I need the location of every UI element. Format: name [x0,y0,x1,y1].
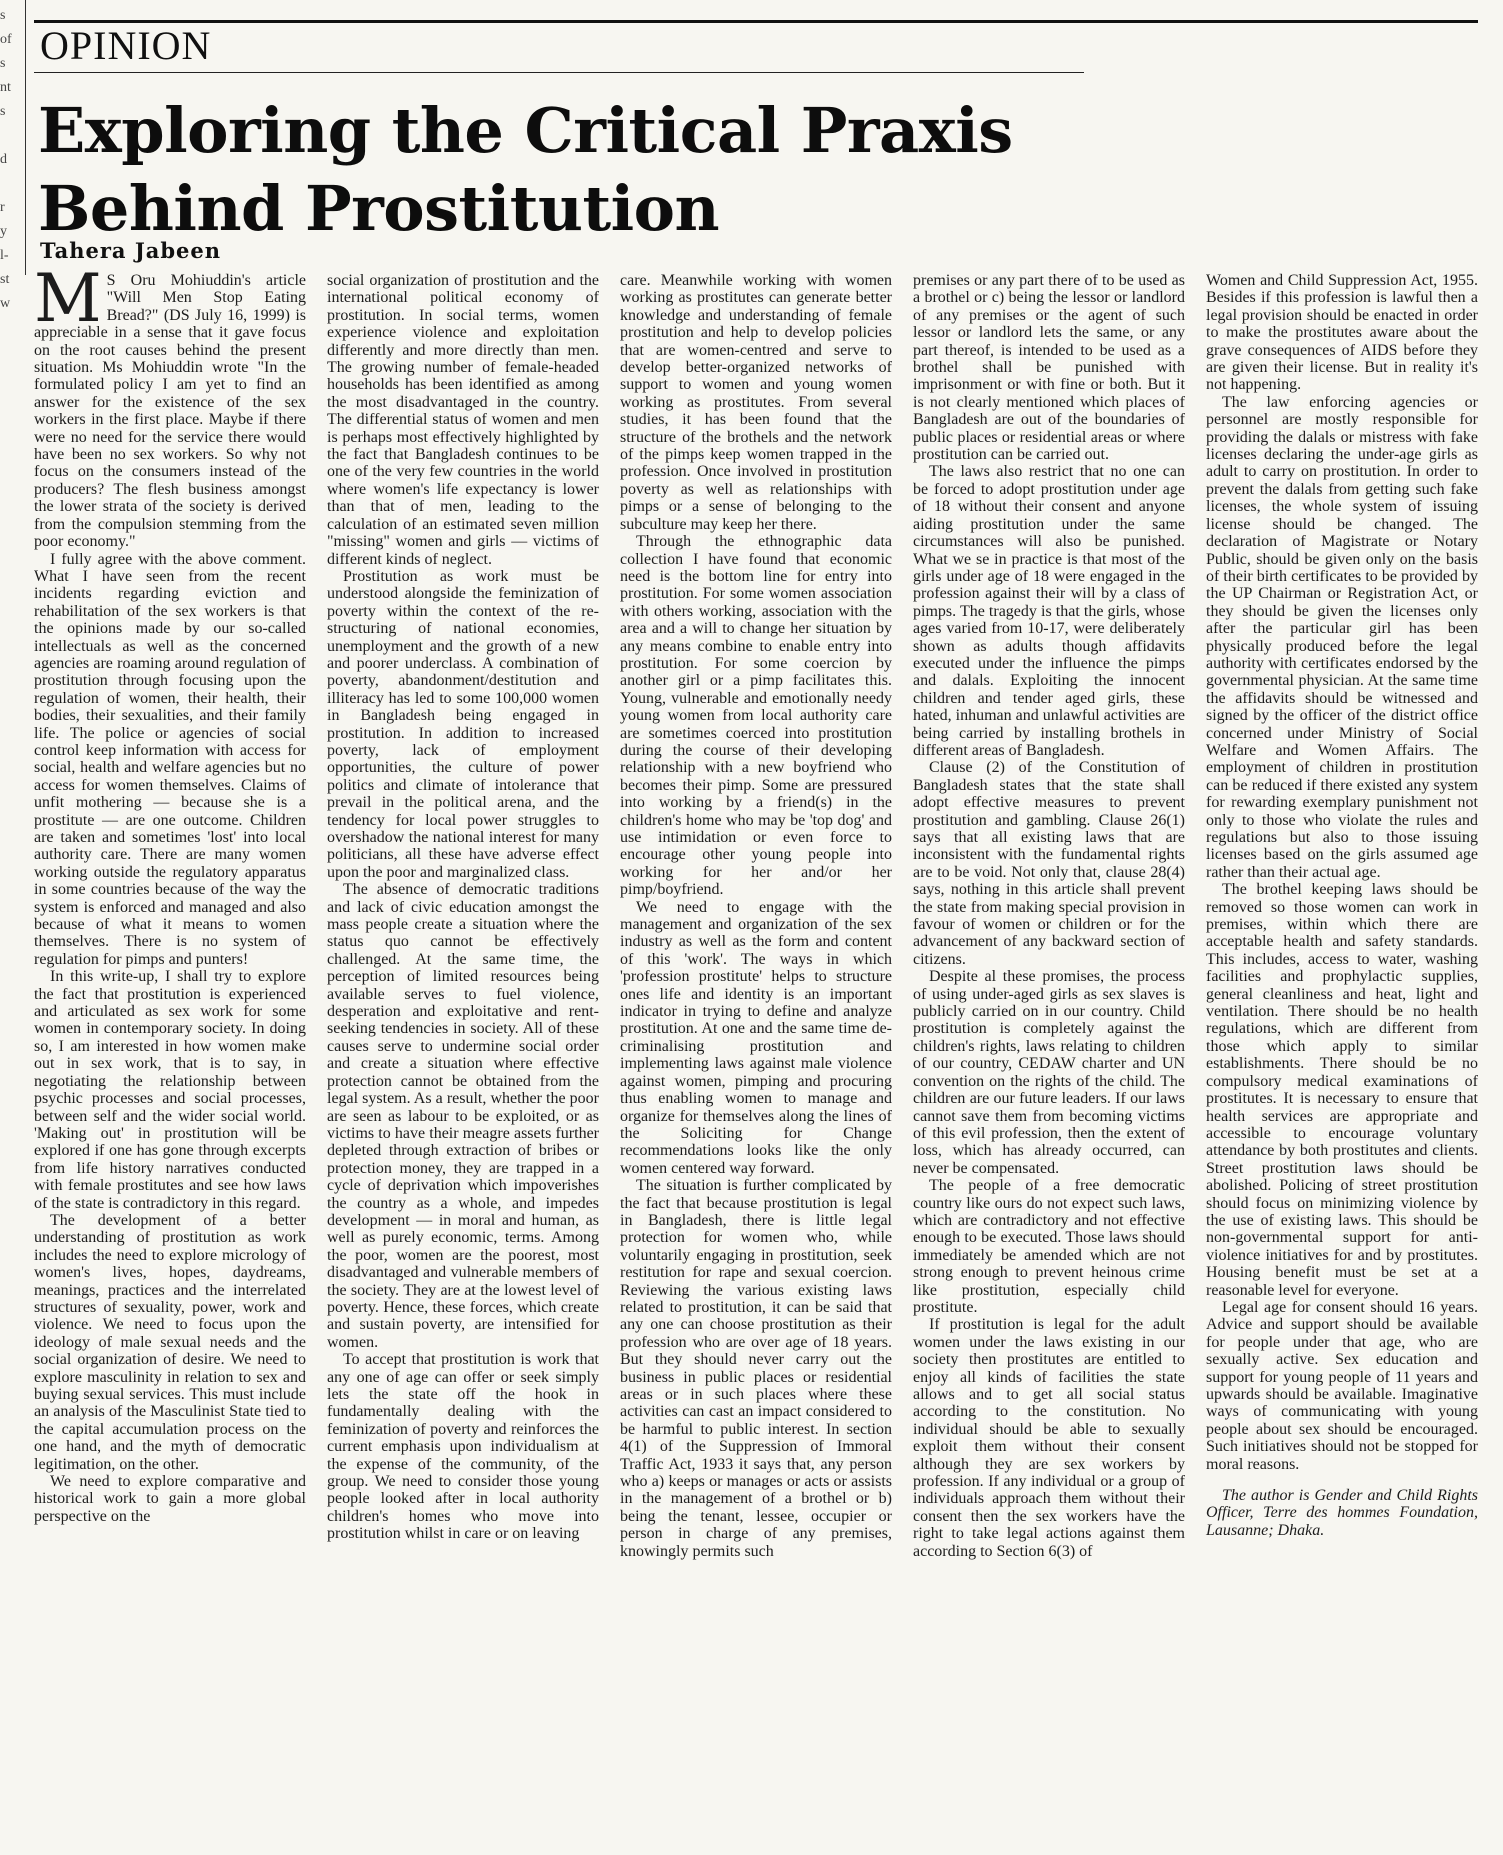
paragraph: The people of a free democratic country like ours do not expect such laws, which are contradictory and not effective enough to be executed. Those laws should immediately be amended which are not strong enough to prevent heinous crime like prostitution, especially child prostitute. [913,1177,1185,1316]
fragment-line: s [0,104,6,119]
paragraph: We need to explore comparative and historical work to gain a more global perspective on the [34,1473,306,1525]
paragraph: I fully agree with the above comment. What I have seen from the recent incidents regarding eviction and rehabilitation of the sex workers is that the opinions made by our so-called intellectuals as well as the concerned agencies are roaming around regulation of prostitution through focusing upon the regulation of women, their health, their bodies, their sexualities, and their family life. The police or agencies of social control keep information with access for social, health and welfare agencies but no access for women themselves. Claims of unfit mothering — because she is a prostitute — are one outcome. Children are taken and sometimes 'lost' into local authority care. There are many women working outside the regulatory apparatus in some countries because of the way the system is enforced and managed and also because of what it means to women themselves. There is no system of regulation for pimps and punters! [34,550,306,968]
paragraph: Through the ethnographic data collection I have found that economic need is the bottom line for entry into prostitution. For some women association with others working, association with the area and a will to change her situation by any means combine to enable entry into prostitution. For some coercion by another girl or a pimp facilitates this. Young, vulnerable and emotionally needy young women from local authority care are sometimes coerced into prostitution during the course of their developing relationship with a new boyfriend who becomes their pimp. Some are pressured into working by a friend(s) in the children's home who may be 'top dog' and use intimidation or even force to encourage other young people into working for her and/or her pimp/boyfriend. [620,533,892,899]
fragment-line: r [0,200,5,215]
paragraph: Women and Child Suppression Act, 1955. Besides if this profession is lawful then a legal provision should be enacted in order to make the prostitutes aware about the grave consequences of AIDS before they are given their license. But in reality it's not happening. [1206,272,1478,394]
paragraph: Prostitution as work must be understood alongside the feminization of poverty within the context of the re-structuring of national economies, unemployment and the growth of a new and poorer underclass. A combination of poverty, abandonment/destitution and illiteracy has led to some 100,000 women in Bangladesh being engaged in prostitution. In addition to increased poverty, lack of employment opportunities, the culture of power politics and climate of intolerance that prevail in the political arena, and the tendency for local power struggles to overshadow the national interest for many politicians, all these have adverse effect upon the poor and marginalized class. [327,567,599,881]
paragraph-text: S Oru Mohiuddin's article "Will Men Stop Eating Bread?" (DS July 16, 1999) is appreciable in a sense that it gave focus on the root causes behind the present situation. Ms Mohiuddin wrote "In the formulated policy I am yet to find an answer for the existence of the sex workers in the first place. Maybe if there were no need for the service there would have been no sex workers. So why not focus on the consumers instead of the producers? The flesh business amongst the lower strata of the society is derived from the compulsion stemming from the poor economy." [34,272,306,551]
paragraph: The laws also restrict that no one can be forced to adopt prostitution under age of 18 without their consent and anyone aiding prostitution under the same circumstances will also be punished. What we se in practice is that most of the girls under age of 18 were engaged in the profession against their will by a class of pimps. The tragedy is that the girls, whose ages varied from 10-17, were deliberately shown as adults though affidavits executed under the influence the pimps and dalals. Exploiting the innocent children and tender aged girls, these hated, inhuman and unlawful activities are being carried by installing brothels in different areas of Bangladesh. [913,463,1185,759]
column-5 [1206,272,1478,1848]
paragraph: If prostitution is legal for the adult women under the laws existing in our society then prostitutes are entitled to enjoy all kinds of facilities the state allows and to get all social status according to the constitution. No individual should be able to sexually exploit them without their consent although they are sex workers by profession. If any individual or a group of individuals approach them without their consent then the sex workers have the right to take legal actions against them according to Section 6(3) of [913,1316,1185,1560]
section-rule [34,72,1084,73]
fragment-line: s [0,56,6,71]
headline: Exploring the Critical Praxis Behind Prostitution [38,94,1013,245]
column-1 [34,260,306,1848]
paragraph: Legal age for consent should 16 years. Advice and support should be available for people under that age, who are sexually active. Sex education and support for young people of 11 years and upwards should be available. Imaginative ways of communicating with young people about sex should be encouraged. Such initiatives should not be stopped for moral reasons. [1206,1298,1478,1473]
paragraph: To accept that prostitution is work that any one of age can offer or seek simply lets the state off the hook in fundamentally dealing with the feminization of poverty and reinforces the current emphasis upon individualism at the expense of the community, of the group. We need to consider those young people looked after in local authority children's homes who move into prostitution whilst in care or on leaving [327,1351,599,1543]
column-3 [620,272,892,1848]
paragraph: The law enforcing agencies or personnel are mostly responsible for providing the dalals or mistress with fake licenses declaring the under-age girls as adult to carry on prostitution. In order to prevent the dalals from getting such fake licenses, the whole system of issuing license should be changed. The declaration of Magistrate or Notary Public, should be given only on the basis of their birth certificates to be provided by the UP Chairman or Registration Act, or they should be given the licenses only after the particular girl has been physically produced before the legal authority with certificates endorsed by the governmental physician. At the same time the affidavits should be witnessed and signed by the officer of the district office concerned under Ministry of Social Welfare and Women Affairs. The employment of children in prostitution can be reduced if there existed any system for rewarding exemplary punishment not only to those who violate the rules and regulations but also to those issuing licenses based on the girls assumed age rather than their actual age. [1206,393,1478,881]
paragraph: Clause (2) of the Constitution of Bangladesh states that the state shall adopt effective measures to prevent prostitution and gambling. Clause 26(1) says that all existing laws that are inconsistent with the fundamental rights are to be void. Not only that, clause 28(4) says, nothing in this article shall prevent the state from making special provision in favour of women or children or for the advancement of any backward section of citizens. [913,759,1185,968]
fragment-line: of [0,32,12,47]
paragraph [34,260,306,551]
paragraph: The absence of democratic traditions and lack of civic education amongst the mass people create a situation where the status quo cannot be effectively challenged. At the same time, the perception of limited resources being available serves to fuel violence, desperation and exploitative and rent-seeking tendencies in society. All of these causes serve to undermine social order and create a situation where effective protection cannot be obtained from the legal system. As a result, whether the poor are seen as labour to be exploited, or as victims to have their meagre assets further depleted through extraction of bribes or protection money, they are trapped in a cycle of deprivation which impoverishes the country as a whole, and impedes development — in moral and human, as well as purely economic, terms. Among the poor, women are the poorest, most disadvantaged and vulnerable members of the society. They are at the lowest level of poverty. Hence, these forces, which create and sustain poverty, are intensified for women. [327,881,599,1351]
column-2 [327,272,599,1848]
paragraph: Despite al these promises, the process of using under-aged girls as sex slaves is publicly carried on in our country. Child prostitution is completely against the children's rights, laws relating to children of our country, CEDAW charter and UN convention on the rights of the child. The children are our future leaders. If our laws cannot save them from becoming victims of this evil profession, then the extent of loss, which has already occurred, can never be compensated. [913,968,1185,1177]
adjacent-article-fragment [0,0,26,311]
section-label: OPINION [40,23,212,68]
paragraph: premises or any part there of to be used as a brothel or c) being the lessor or landlord of any premises or the agent of such lessor or landlord lets the same, or any part thereof, is intended to be used as a brothel shall be punished with imprisonment or with fine or both. But it is not clearly mentioned which places of Bangladesh are out of the boundaries of public places or residential areas or where prostitution can be carried out. [913,272,1185,464]
byline: Tahera Jabeen [40,238,222,263]
fragment-line: d [0,152,7,167]
paragraph: In this write-up, I shall try to explore the fact that prostitution is experienced and articulated as sex work for some women in contemporary society. In doing so, I am interested in how women make out in sex work, that is to say, in negotiating the relationship between psychic processes and social processes, between self and the wider social world. 'Making out' in prostitution will be explored if one has gone through excerpts from life history narratives conducted with female prostitutes and see how laws of the state is contradictory in this regard. [34,968,306,1212]
fragment-line: s [0,8,6,23]
paragraph: We need to engage with the management and organization of the sex industry as well as the form and content of this 'work'. The ways in which 'profession prostitute' helps to structure ones life and identity is an important indicator in trying to define and analyze prostitution. At one and the same time de-criminalising prostitution and implementing laws against male violence against women, pimping and procuring thus enabling women to manage and organize for themselves along the lines of the Soliciting for Change recommendations looks like the only women centered way forward. [620,898,892,1177]
paragraph: social organization of prostitution and the international political economy of prostitution. In social terms, women experience violence and exploitation differently and more directly than men. The growing number of female-headed households has been identified as among the most disadvantaged in the country. The differential status of women and men is perhaps most effectively highlighted by the fact that Bangladesh continues to be one of the very few countries in the world where women's life expectancy is lower than that of men, leading to the calculation of an estimated seven million "missing" women and girls — victims of different kinds of neglect. [327,272,599,568]
author-note: The author is Gender and Child Rights Officer, Terre des hommes Foundation, Lausanne; Dhaka. [1206,1487,1478,1539]
drop-cap: M [34,260,102,337]
top-rule [34,20,1478,23]
article-body [34,260,1478,1848]
fragment-line [0,172,25,196]
fragment-line [0,124,25,148]
paragraph: The situation is further complicated by the fact that because prostitution is legal in Bangladesh, there is little legal protection for women who, while voluntarily engaging in prostitution, seek restitution for rape and sexual coercion. Reviewing the various existing laws related to prostitution, it can be said that any one can choose prostitution as their profession who are over age of 18 years. But they should never carry out the business in public places or residential areas or in such places where these activities can cast an impact considered to be harmful to public interest. In section 4(1) of the Suppression of Immoral Traffic Act, 1933 it says that, any person who a) keeps or manages or acts or assists in the management of a brothel or b) being the tenant, lessee, occupier or person in charge of any premises, knowingly permits such [620,1177,892,1560]
paragraph: The brothel keeping laws should be removed so those women can work in premises, within which there are acceptable health and safety standards. This includes, access to water, washing facilities and prophylactic supplies, general cleanliness and heat, light and ventilation. There should be no health regulations, which are different from those which apply to similar establishments. There should be no compulsory medical examinations of prostitutes. It is necessary to ensure that health services are appropriate and accessible to encourage voluntary attendance by both prostitutes and clients. Street prostitution laws should be abolished. Policing of street prostitution should focus on minimizing violence by the use of existing laws. This should be non-governmental support for anti-violence initiatives for and by prostitutes. Housing benefit must be set at a reasonable level for everyone. [1206,881,1478,1299]
fragment-line: w [0,296,11,311]
fragment-line: y [0,224,7,239]
fragment-line: nt [0,80,11,95]
fragment-line: st [0,272,10,287]
column-4 [913,272,1185,1848]
fragment-line: l- [0,248,9,263]
paragraph: care. Meanwhile working with women working as prostitutes can generate better knowledge and understanding of female prostitution and help to develop policies that are women-centred and serve to develop better-organized networks of support to women and young women working as prostitutes. From several studies, it has been found that the structure of the brothels and the network of the pimps keep women trapped in the profession. Once involved in prostitution poverty as well as relationships with pimps or a sense of belonging to the subculture may keep her there. [620,272,892,533]
paragraph: The development of a better understanding of prostitution as work includes the need to explore micrology of women's lives, hopes, daydreams, meanings, practices and the interrelated structures of sexuality, power, work and violence. We need to focus upon the ideology of male sexual needs and the social organization of desire. We need to explore masculinity in relation to sex and buying sexual services. This must include an analysis of the Masculinist State tied to the capital accumulation process on the one hand, and the myth of democratic legitimation, on the other. [34,1211,306,1473]
